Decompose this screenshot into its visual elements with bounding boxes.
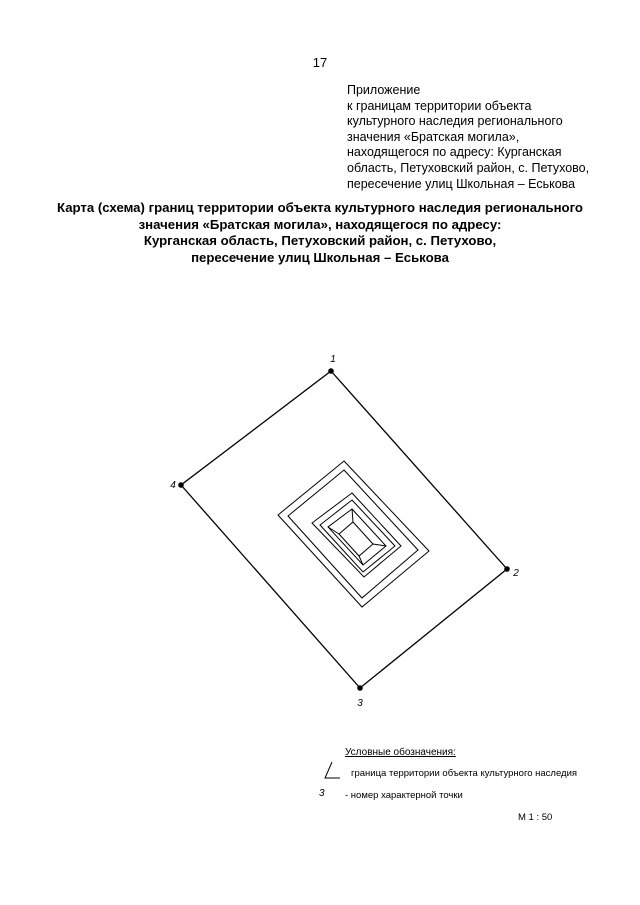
appendix-line: пересечение улиц Школьная – Еськова — [347, 176, 576, 191]
title-line: Карта (схема) границ территории объекта культурного наследия регионального — [57, 200, 583, 215]
appendix-line: находящегося по адресу: Курганская — [347, 145, 562, 160]
appendix-line: Приложение — [347, 83, 421, 97]
legend-boundary-sample — [325, 762, 340, 778]
legend-title: Условные обозначения: — [345, 747, 456, 758]
title-line: значения «Братская могила», находящегося по адресу: — [138, 216, 502, 232]
point-marker-1 — [328, 368, 334, 374]
pedestal-inner-frame — [320, 500, 395, 572]
point-label-1: 1 — [330, 354, 336, 365]
pedestal-top — [328, 509, 386, 565]
point-marker-4 — [178, 482, 184, 488]
title-line: Курганская область, Петуховский район, с. Петухово, — [143, 233, 497, 248]
point-label-4: 4 — [170, 480, 176, 491]
legend-point-label: - номер характерной точки — [345, 790, 463, 801]
page-number: 17 — [312, 55, 328, 70]
legend-point-sample: 3 — [319, 788, 325, 799]
ridge-line — [359, 556, 363, 565]
map-scale: М 1 : 50 — [518, 812, 553, 823]
point-marker-2 — [504, 566, 510, 572]
legend-boundary-label: граница территории объекта культурного наследия — [351, 768, 578, 779]
monument-second-frame — [288, 470, 418, 598]
point-marker-3 — [357, 685, 363, 691]
point-label-2: 2 — [513, 568, 519, 579]
point-label-3: 3 — [357, 698, 363, 709]
appendix-line: значения «Братская могила», — [347, 129, 520, 144]
title-line: пересечение улиц Школьная – Еськова — [191, 249, 449, 265]
monument-outer-frame — [278, 461, 429, 607]
appendix-line: культурного наследия регионального — [347, 114, 563, 129]
appendix-line: к границам территории объекта — [347, 98, 532, 113]
ridge-line — [352, 509, 353, 522]
appendix-line: область, Петуховский район, с. Петухово, — [347, 160, 590, 175]
